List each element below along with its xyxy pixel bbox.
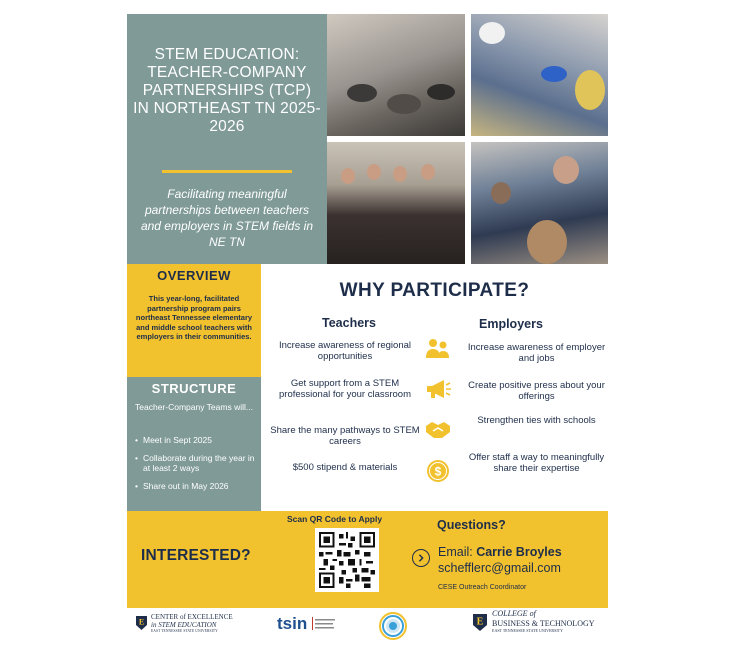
svg-text:E: E (138, 617, 145, 627)
list-item: • Meet in Sept 2025 (135, 435, 259, 445)
qr-code-icon (319, 532, 375, 588)
employer-benefit: Increase awareness of employer and jobs (467, 342, 606, 364)
teachers-heading: Teachers (322, 316, 376, 330)
employer-benefit: Strengthen ties with schools (477, 415, 596, 426)
structure-panel (127, 377, 261, 511)
contact-name: Carrie Broyles (476, 545, 562, 559)
overview-text: This year-long, facilitated partnership program pairs northeast Tennessee elementary and middle school teachers with employers in their communities. (135, 294, 253, 341)
hero-panel (127, 14, 327, 264)
cbat-logo-line: EAST TENNESSEE STATE UNIVERSITY (492, 627, 563, 633)
structure-list (135, 435, 259, 499)
cbat-logo-line: BUSINESS & TECHNOLOGY (492, 618, 595, 628)
dollar-icon (424, 458, 452, 484)
list-item: • Share out in May 2026 (135, 481, 259, 491)
contact-role: CESE Outreach Coordinator (438, 584, 527, 591)
people-icon (424, 336, 452, 362)
cbat-logo-text (492, 610, 595, 634)
cese-logo-line: EAST TENNESSEE STATE UNIVERSITY (151, 629, 218, 633)
etsu-shield-icon (472, 613, 488, 632)
svg-text:E: E (476, 616, 484, 628)
qr-label: Scan QR Code to Apply (287, 514, 383, 524)
employers-heading: Employers (479, 317, 543, 331)
photo-students-hardhat (471, 14, 608, 136)
teacher-benefit: $500 stipend & materials (292, 462, 398, 473)
teacher-benefit: Increase awareness of regional opportunities (278, 340, 412, 362)
photo-group-aprons (327, 142, 465, 264)
photo-mentor-student (471, 142, 608, 264)
structure-heading: STRUCTURE (151, 381, 237, 396)
structure-intro: Teacher-Company Teams will... (135, 402, 253, 412)
cese-logo-line: in STEM EDUCATION (151, 620, 217, 629)
tsin-logo (277, 614, 337, 634)
svg-text:$: $ (434, 464, 442, 479)
employer-benefit: Offer staff a way to meaningfully share their expertise (468, 452, 605, 474)
handshake-icon (424, 416, 452, 442)
title-divider (162, 170, 292, 173)
cese-logo (135, 614, 235, 634)
hero-subtitle: Facilitating meaningful partnerships between teachers and employers in STEM fields in NE TN (140, 187, 314, 249)
why-participate-heading: WHY PARTICIPATE? (339, 280, 530, 301)
megaphone-icon (424, 376, 452, 402)
logo-footer (127, 608, 608, 638)
contact-line (438, 545, 562, 559)
questions-heading: Questions? (437, 518, 506, 532)
list-item: • Collaborate during the year in at least 2 ways (135, 453, 259, 473)
overview-panel (127, 264, 261, 377)
teacher-benefit: Get support from a STEM professional for your classroom (279, 378, 411, 400)
flyer (127, 14, 608, 634)
etsu-shield-icon (135, 615, 148, 631)
photo-classroom-workshop (327, 14, 465, 136)
cbat-logo-line: COLLEGE of (492, 609, 536, 618)
stem-hub-logo (379, 612, 407, 640)
cese-logo-text (151, 614, 233, 634)
cese-logo-line: CENTER of EXCELLENCE (151, 613, 233, 621)
interested-panel (127, 511, 608, 608)
page-title: STEM EDUCATION: TEACHER-COMPANY PARTNERSHIPS (TCP) IN NORTHEAST TN 2025-2026 (133, 46, 321, 135)
overview-heading: OVERVIEW (157, 268, 231, 283)
employer-benefit: Create positive press about your offerings (468, 380, 605, 402)
arrow-right-icon (412, 549, 430, 567)
qr-code[interactable] (315, 528, 379, 592)
cbat-logo (472, 610, 600, 636)
tsin-logo-text: tsin (277, 614, 308, 633)
interested-heading: INTERESTED? (141, 547, 251, 564)
email-label: Email: (438, 545, 477, 559)
teacher-benefit: Share the many pathways to STEM careers (270, 425, 420, 447)
contact-email-link[interactable]: schefflerc@gmail.com (438, 561, 561, 575)
